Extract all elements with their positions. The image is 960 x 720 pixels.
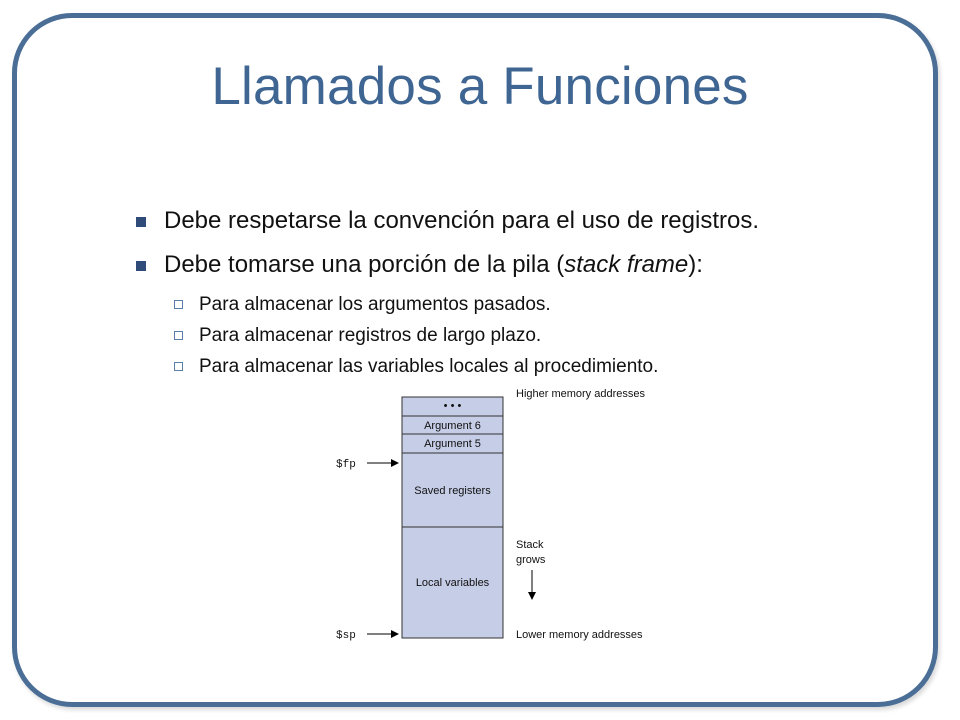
- higher-addresses-label: Higher memory addresses: [516, 388, 645, 400]
- stack-grows-label-line1: Stack: [516, 539, 544, 551]
- cell-label-argument-6: Argument 6: [424, 420, 481, 432]
- cell-label-ellipsis: • • •: [443, 400, 462, 412]
- stack-column: [402, 397, 503, 638]
- sub-bullet-text: Para almacenar las variables locales al procedimiento.: [199, 356, 659, 377]
- stack-grows-label-line2: grows: [516, 554, 546, 566]
- fp-pointer-label: $fp: [336, 459, 356, 471]
- cell-label-saved-registers: Saved registers: [414, 485, 491, 497]
- slide-title: Llamados a Funciones: [211, 57, 749, 116]
- sp-pointer-label: $sp: [336, 630, 356, 642]
- sub-bullet-text: Para almacenar los argumentos pasados.: [199, 294, 551, 315]
- sub-bullet-text: Para almacenar registros de largo plazo.: [199, 325, 542, 346]
- bullet-text: Debe tomarse una porción de la pila (stack frame):: [164, 251, 703, 278]
- lower-addresses-label: Lower memory addresses: [516, 629, 643, 641]
- cell-label-local-variables: Local variables: [415, 577, 490, 589]
- cell-label-argument-5: Argument 5: [424, 438, 481, 450]
- bullet-text: Debe respetarse la convención para el uso de registros.: [164, 207, 760, 234]
